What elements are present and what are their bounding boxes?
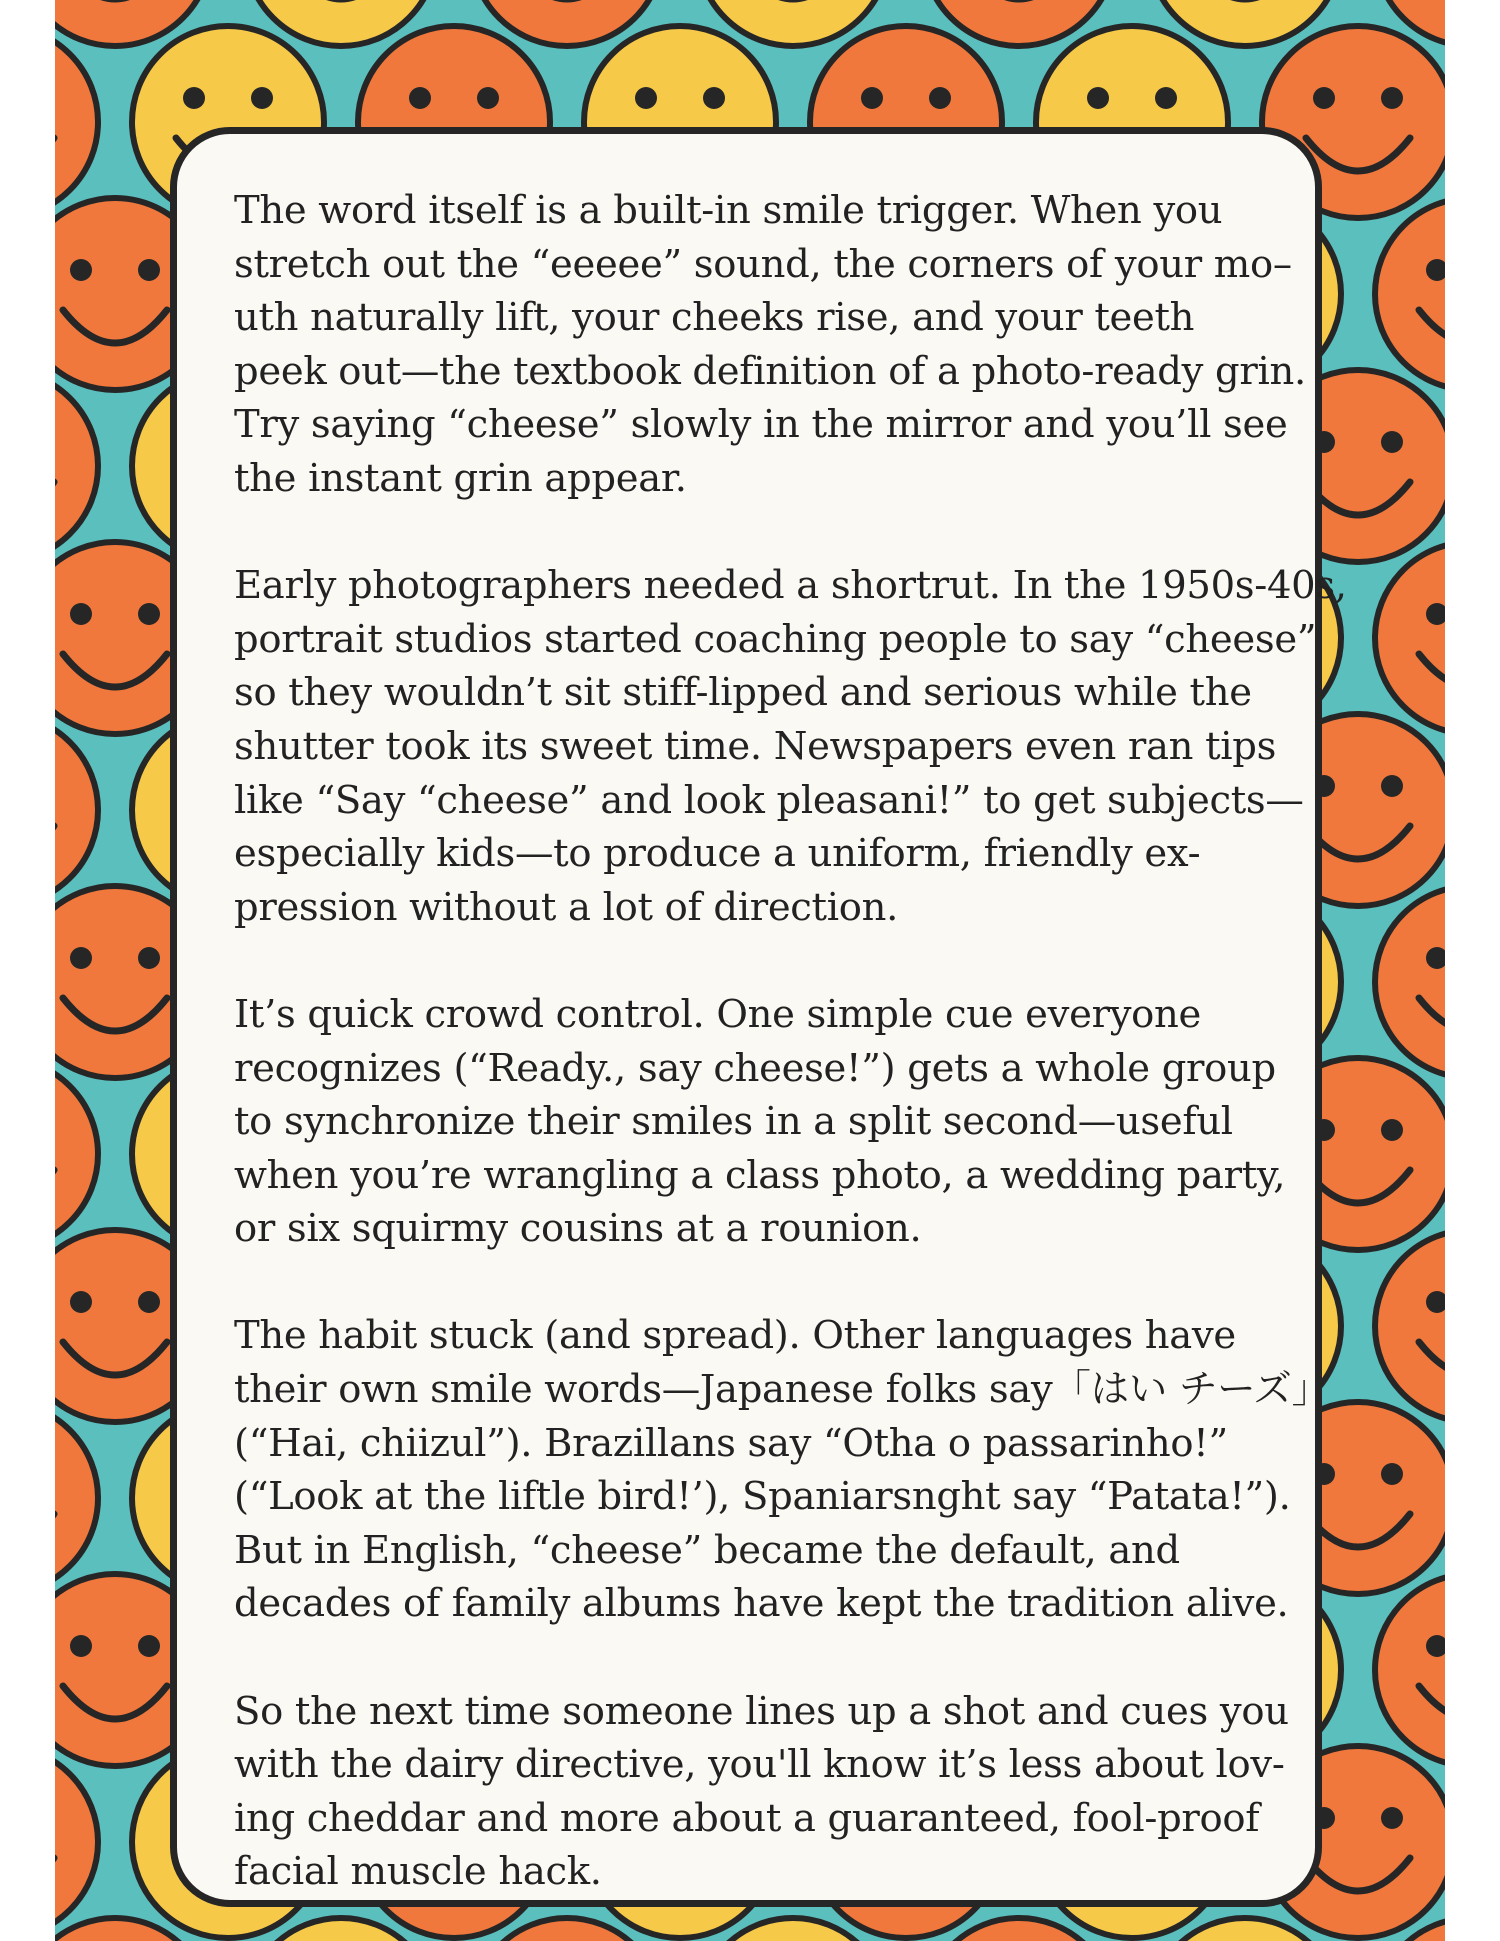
- text-line: shutter took its sweet time. Newspapers even ran tips: [234, 723, 1277, 769]
- smiley-face-icon: [1375, 886, 1445, 1078]
- smiley-face-icon: [1375, 1574, 1445, 1766]
- text-line: The word itself is a built-in smile trigger. When you: [234, 188, 1223, 233]
- smiley-face-icon: [1375, 1230, 1445, 1422]
- smiley-face-icon: [55, 26, 98, 218]
- article-card: [170, 127, 1347, 1907]
- text-line: facial muscle hack.: [234, 1849, 602, 1895]
- text-line: to synchronize their smiles in a split second—useful: [234, 1099, 1233, 1145]
- text-line: when you’re wrangling a class photo, a wedding party,: [234, 1152, 1286, 1198]
- smiley-face-icon: [55, 1058, 98, 1250]
- paragraph-smile-trigger: [234, 184, 1314, 506]
- text-line: recognizes (“Ready., say cheese!”) gets a whole group: [234, 1045, 1276, 1091]
- article-body: [234, 184, 1347, 1899]
- paragraph-early-photographers: [234, 559, 1347, 934]
- text-line: so they wouldn’t sit stiff-lipped and serious while the: [234, 670, 1252, 716]
- smiley-face-icon: [55, 714, 98, 906]
- paragraph-crowd-control: [234, 988, 1314, 1256]
- smiley-face-icon: [55, 370, 98, 562]
- text-line: with the dairy directive, you'll know it’s less about lov-: [234, 1742, 1285, 1788]
- smiley-face-icon: [1375, 198, 1445, 390]
- text-line: pression without a lot of direction.: [234, 884, 899, 930]
- text-line: especially kids—to produce a uniform, friendly ex-: [234, 831, 1201, 877]
- text-line: like “Say “cheese” and look pleasani!” to get subjects—: [234, 777, 1304, 823]
- text-line: the instant grin appear.: [234, 455, 687, 501]
- paragraph-conclusion: [234, 1685, 1314, 1899]
- smiley-face-icon: [55, 1746, 98, 1938]
- paragraph-habit-spread: [234, 1309, 1330, 1631]
- smiley-face-icon: [55, 1402, 98, 1594]
- text-line: The habit stuck (and spread). Other languages have: [234, 1313, 1236, 1359]
- text-line: ing cheddar and more about a guaranteed, fool-proof: [234, 1795, 1260, 1841]
- text-line: (“Hai, chiizul”). Brazillans say “Otha o passarinho!”: [234, 1420, 1228, 1466]
- text-line: or six squirmy cousins at a rounion.: [234, 1206, 922, 1252]
- text-line: So the next time someone lines up a shot and cues you: [234, 1688, 1289, 1734]
- text-line: portrait studios started coaching people to say “cheese”: [234, 616, 1317, 662]
- text-line: their own smile words—Japanese folks say「はい チーズ」: [234, 1367, 1330, 1413]
- text-line: uth naturally lift, your cheeks rise, and your teeth: [234, 295, 1195, 341]
- text-line: stretch out the “eeeee” sound, the corners of your mo–: [234, 241, 1292, 287]
- text-line: Try saying “cheese” slowly in the mirror and you’ll see: [234, 402, 1288, 448]
- text-line: It’s quick crowd control. One simple cue everyone: [234, 991, 1202, 1037]
- text-line: decades of family albums have kept the tradition alive.: [234, 1581, 1289, 1627]
- text-line: (“Look at the liftle bird!’), Spaniarsnght say “Patata!”).: [234, 1474, 1291, 1520]
- text-line: But in English, “cheese” became the default, and: [234, 1527, 1180, 1573]
- text-line: peek out—the textbook definition of a photo-ready grin.: [234, 348, 1306, 394]
- smiley-face-icon: [1375, 542, 1445, 734]
- text-line: Early photographers needed a shortrut. In the 1950s-40s,: [234, 563, 1347, 609]
